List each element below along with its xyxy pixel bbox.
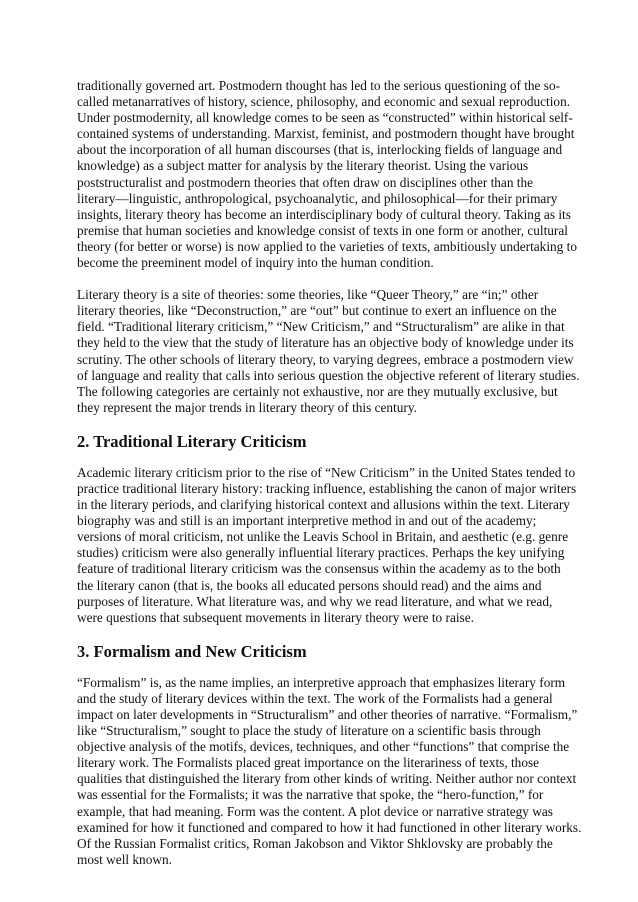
- document-page: [77, 78, 582, 884]
- text-line: they held to the view that the study of literature has an objective body of knowledge under its: [77, 335, 574, 351]
- text-line: the literary canon (that is, the books all educated persons should read) and the aims and: [77, 577, 542, 593]
- text-line: feature of traditional literary criticism was the consensus within the academy as to the both: [77, 561, 561, 577]
- text-line: practice traditional literary history: tracking influence, establishing the canon of major writers: [77, 480, 577, 496]
- text-line: of language and reality that calls into serious question the objective referent of literary studies.: [77, 367, 580, 383]
- text-line: qualities that distinguished the literary from other kinds of writing. Neither author nor context: [77, 771, 577, 787]
- text-line: were questions that subsequent movements in literary theory were to raise.: [77, 609, 474, 625]
- text-line: in the literary periods, and clarifying historical context and allusions within the text. Literary: [77, 497, 570, 513]
- text-line: they represent the major trends in literary theory of this century.: [77, 399, 417, 415]
- formalism-paragraph: [77, 674, 582, 868]
- text-line: literary—linguistic, anthropological, psychoanalytic, and philosophical—for their primary: [77, 190, 558, 206]
- text-line: field. “Traditional literary criticism,” “New Criticism,” and “Structuralism” are alike in that: [77, 319, 565, 335]
- text-line: called metanarratives of history, science, philosophy, and economic and sexual reproduction.: [77, 94, 571, 110]
- text-line: Of the Russian Formalist critics, Roman Jakobson and Viktor Shklovsky are probably the: [77, 835, 553, 851]
- text-line: impact on later developments in “Structuralism” and other theories of narrative. “Formalism,”: [77, 707, 578, 722]
- text-line: Literary theory is a site of theories: some theories, like “Queer Theory,” are “in;” other: [77, 287, 539, 303]
- text-line: Under postmodernity, all knowledge comes to be seen as “constructed” within historical self-: [77, 110, 573, 126]
- text-line: “Formalism” is, as the name implies, an interpretive approach that emphasizes literary form: [77, 674, 566, 690]
- text-line: literary work. The Formalists placed great importance on the literariness of texts, those: [77, 755, 540, 771]
- text-line: examined for how it functioned and compared to how it had functioned in other literary works.: [77, 819, 582, 835]
- section-heading-traditional-criticism: 2. Traditional Literary Criticism: [77, 431, 307, 451]
- text-line: biography was and still is an important interpretive method in and out of the academy;: [77, 513, 537, 529]
- text-line: theory (for better or worse) is now applied to the varieties of texts, ambitiously undertaking to: [77, 238, 577, 254]
- text-line: premise that human societies and knowledge consist of texts in one form or another, cultural: [77, 222, 568, 238]
- text-line: contained systems of understanding. Marxist, feminist, and postmodern thought have brought: [77, 126, 575, 142]
- text-line: like “Structuralism,” sought to place the study of literature on a scientific basis through: [77, 723, 541, 739]
- text-line: scrutiny. The other schools of literary theory, to varying degrees, embrace a postmodern view: [77, 351, 574, 367]
- text-line: studies) criticism were also generally influential literary practices. Perhaps the key unifying: [77, 545, 565, 561]
- intro-paragraph-1: [77, 78, 577, 271]
- text-line: traditionally governed art. Postmodern thought has led to the serious questioning of the so-: [77, 78, 561, 93]
- section-heading-formalism: 3. Formalism and New Criticism: [77, 641, 307, 661]
- text-line: insights, literary theory has become an interdisciplinary body of cultural theory. Taking as its: [77, 206, 571, 222]
- text-line: The following categories are certainly not exhaustive, nor are they mutually exclusive, but: [77, 383, 558, 399]
- text-line: and the study of literary devices within the text. The work of the Formalists had a general: [77, 690, 553, 706]
- text-line: become the preeminent model of inquiry into the human condition.: [77, 255, 434, 271]
- text-line: poststructuralist and postmodern theories that often draw on disciplines other than the: [77, 174, 534, 190]
- text-line: about the incorporation of all human discourses (that is, interlocking fields of language and: [77, 142, 563, 158]
- intro-paragraph-2: [77, 287, 580, 416]
- text-line: knowledge) as a subject matter for analysis by the literary theorist. Using the various: [77, 158, 529, 174]
- text-line: purposes of literature. What literature was, and why we read literature, and what we read,: [77, 593, 553, 609]
- text-line: most well known.: [77, 851, 172, 867]
- text-line: was essential for the Formalists; it was the narrative that spoke, the “hero-function,” for: [77, 787, 544, 803]
- traditional-criticism-paragraph: [77, 465, 577, 626]
- text-line: literary theories, like “Deconstruction,” are “out” but continue to exert an influence on the: [77, 303, 557, 319]
- text-line: objective analysis of the motifs, devices, techniques, and other “functions” that comprise the: [77, 739, 570, 755]
- text-line: example, that had meaning. Form was the content. A plot device or narrative strategy was: [77, 803, 553, 819]
- text-line: Academic literary criticism prior to the rise of “New Criticism” in the United States tended to: [77, 464, 576, 480]
- text-line: versions of moral criticism, not unlike the Leavis School in Britain, and aesthetic (e.g. genre: [77, 529, 569, 545]
